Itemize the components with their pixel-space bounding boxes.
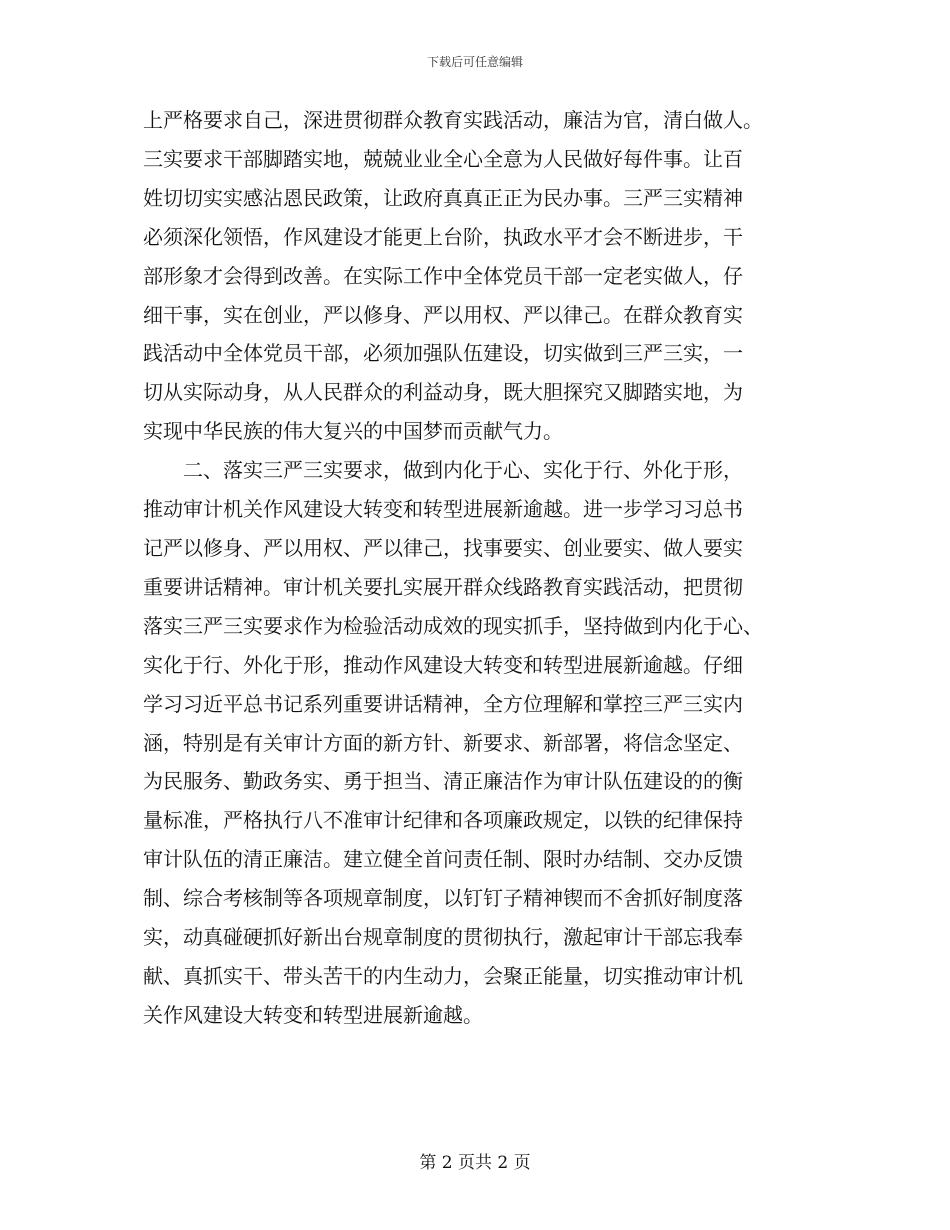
text-line: 审计队伍的清正廉洁。建立健全首问责任制、限时办结制、交办反馈 — [143, 847, 743, 872]
text-line: 实，动真碰硬抓好新出台规章制度的贯彻执行，激起审计干部忘我奉 — [143, 925, 743, 950]
text-line: 姓切切实实感沾恩民政策，让政府真真正正为民办事。三严三实精神 — [143, 185, 743, 210]
text-line: 实现中华民族的伟大复兴的中国梦而贡献气力。 — [143, 419, 563, 444]
text-line: 制、综合考核制等各项规章制度，以钉钉子精神锲而不舍抓好制度落 — [143, 886, 743, 911]
text-line: 落实三严三实要求作为检验活动成效的现实抓手，坚持做到内化于心、 — [143, 613, 763, 638]
text-line: 重要讲话精神。审计机关要扎实展开群众线路教育实践活动，把贯彻 — [143, 574, 743, 599]
text-line: 推动审计机关作风建设大转变和转型进展新逾越。进一步学习习总书 — [143, 497, 743, 522]
text-line: 上严格要求自己，深进贯彻群众教育实践活动，廉洁为官，清白做人。 — [143, 108, 763, 132]
text-line: 为民服务、勤政务实、勇于担当、清正廉洁作为审计队伍建设的的衡 — [143, 769, 743, 794]
text-line: 关作风建设大转变和转型进展新逾越。 — [143, 1002, 483, 1027]
document-body — [143, 101, 808, 1035]
text-line: 献、真抓实干、带头苦干的内生动力，会聚正能量，切实推动审计机 — [143, 963, 743, 988]
text-line: 记严以修身、严以用权、严以律己，找事要实、创业要实、做人要实 — [143, 535, 743, 560]
text-line: 三实要求干部脚踏实地，兢兢业业全心全意为人民做好每件事。让百 — [143, 146, 743, 171]
page-header: 下载后可任意编辑 — [426, 55, 523, 69]
text-line: 践活动中全体党员干部，必须加强队伍建设，切实做到三严三实，一 — [143, 341, 743, 366]
page-number-footer: 第 2 页共 2 页 — [419, 1153, 531, 1173]
text-line: 部形象才会得到改善。在实际工作中全体党员干部一定老实做人，仔 — [143, 263, 743, 288]
text-line: 实化于行、外化于形，推动作风建设大转变和转型进展新逾越。仔细 — [143, 652, 743, 677]
text-line: 必须深化领悟，作风建设才能更上台阶，执政水平才会不断进步，干 — [143, 224, 743, 249]
text-line: 量标准，严格执行八不准审计纪律和各项廉政规定，以铁的纪律保持 — [143, 808, 743, 833]
text-line: 二、落实三严三实要求，做到内化于心、实化于行、外化于形， — [143, 458, 743, 483]
text-line: 切从实际动身，从人民群众的利益动身，既大胆探究又脚踏实地，为 — [143, 380, 743, 405]
text-line: 学习习近平总书记系列重要讲话精神，全方位理解和掌控三严三实内 — [143, 691, 743, 716]
text-line: 涵，特别是有关审计方面的新方针、新要求、新部署，将信念坚定、 — [143, 730, 743, 755]
text-line: 细干事，实在创业，严以修身、严以用权、严以律己。在群众教育实 — [143, 302, 743, 327]
